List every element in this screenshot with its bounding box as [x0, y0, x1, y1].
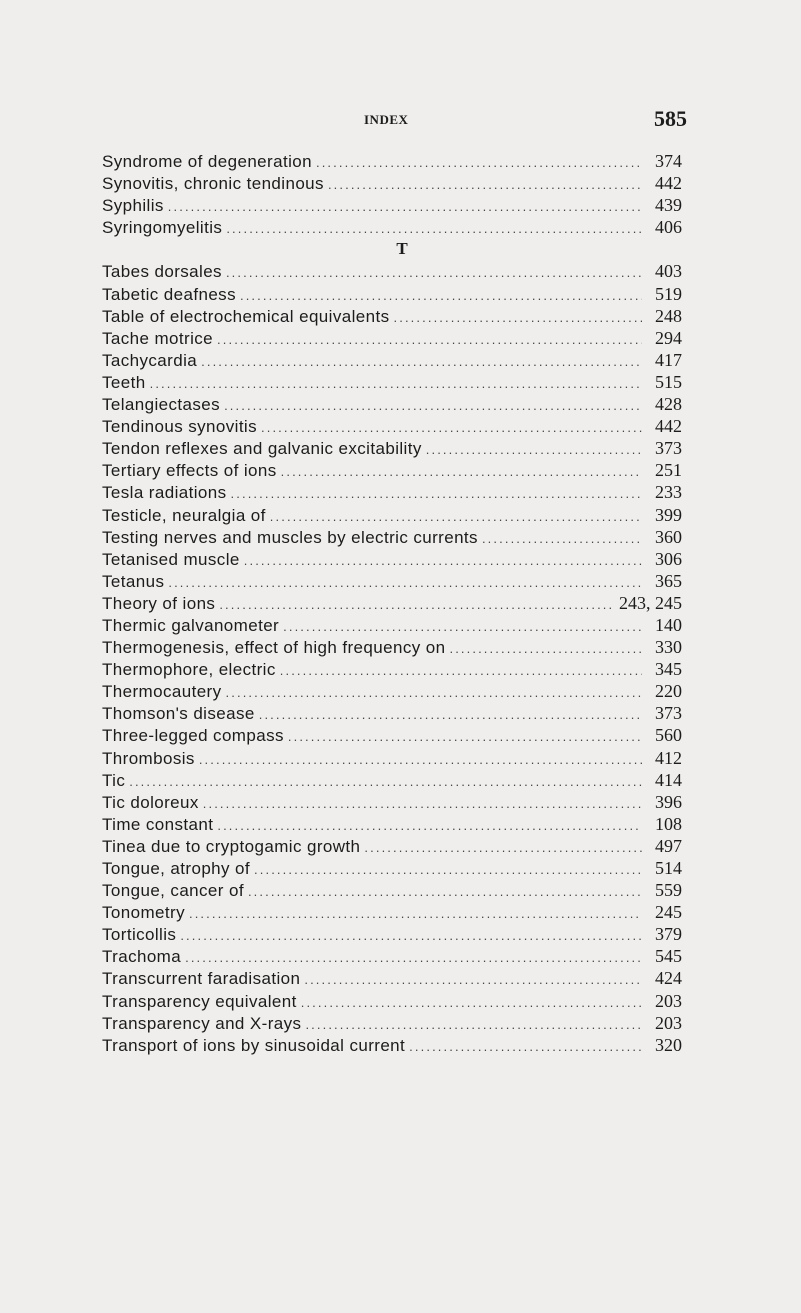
index-entry: [102, 526, 682, 548]
index-term: Telangiectases: [102, 395, 221, 415]
index-entry: [102, 1034, 682, 1056]
dot-leader: [288, 725, 642, 748]
index-page-ref: 345: [655, 659, 682, 680]
page-header: [0, 106, 801, 134]
index-term: Thermogenesis, effect of high frequency on: [102, 638, 446, 658]
index-term: Thomson's disease: [102, 704, 255, 724]
index-term: Thermic galvanometer: [102, 615, 280, 635]
index-term: Tache motrice: [102, 328, 214, 348]
dot-leader: [394, 306, 643, 329]
index-page-ref: 519: [655, 283, 682, 304]
index-term: Synovitis, chronic tendinous: [102, 174, 324, 194]
index-entry: [102, 702, 682, 724]
index-page-ref: 424: [655, 968, 682, 989]
dot-leader: [305, 1013, 642, 1036]
dot-leader: [244, 549, 642, 572]
dot-leader: [280, 659, 642, 682]
index-entry: [102, 260, 682, 282]
index-page-ref: 406: [655, 217, 682, 238]
index-entry: [102, 724, 682, 746]
index-entry: [102, 548, 682, 570]
index-page-ref: 330: [655, 637, 682, 658]
dot-leader: [217, 328, 642, 351]
index-entry: [102, 172, 682, 194]
index-term: Transparency equivalent: [102, 991, 297, 1011]
index-page-ref: 248: [655, 305, 682, 326]
index-term: Syndrome of degeneration: [102, 152, 312, 171]
index-entry: [102, 614, 682, 636]
index-term: Tendon reflexes and galvanic excitability: [102, 439, 422, 459]
index-page-ref: 365: [655, 570, 682, 591]
index-entry: [102, 305, 682, 327]
dot-leader: [328, 173, 642, 196]
index-term: Teeth: [102, 372, 146, 392]
dot-leader: [219, 593, 615, 616]
index-term: Tetanus: [102, 571, 165, 591]
index-page-ref: 306: [655, 548, 682, 569]
index-term: Thrombosis: [102, 748, 195, 768]
index-page-ref: 373: [655, 703, 682, 724]
dot-leader: [203, 792, 642, 815]
index-entry: [102, 680, 682, 702]
index-page-ref: 497: [655, 835, 682, 856]
index-entry: [102, 349, 682, 371]
index-page-ref: 320: [655, 1034, 682, 1055]
index-page-ref: 515: [655, 371, 682, 392]
index-page-ref: 399: [655, 504, 682, 525]
index-term: Syphilis: [102, 196, 164, 216]
index-entry: [102, 1012, 682, 1034]
dot-leader: [301, 991, 642, 1014]
dot-leader: [201, 350, 642, 373]
index-page-ref: 514: [655, 858, 682, 878]
index-page-ref: 442: [655, 416, 682, 437]
index-page-ref: 233: [655, 482, 682, 503]
index-entry: [102, 371, 682, 393]
index-entry: [102, 901, 682, 923]
index-entry: [102, 879, 682, 901]
dot-leader: [281, 460, 642, 483]
dot-leader: [224, 394, 642, 417]
index-entry: [102, 459, 682, 481]
index-page-ref: 251: [655, 460, 682, 481]
index-term: Time constant: [102, 814, 214, 834]
index-page-ref: 245: [655, 902, 682, 923]
index-term: Transcurrent faradisation: [102, 969, 301, 989]
dot-leader: [185, 946, 642, 969]
index-entry: [102, 923, 682, 945]
dot-leader: [240, 284, 642, 307]
index-entry: [102, 393, 682, 415]
index-entry: [102, 481, 682, 503]
dot-leader: [426, 438, 642, 461]
dot-leader: [259, 703, 642, 726]
index-term: Torticollis: [102, 925, 177, 945]
index-page-ref: 140: [655, 614, 682, 635]
index-page-ref: 203: [655, 1012, 682, 1033]
index-page-ref: 373: [655, 438, 682, 459]
dot-leader: [217, 814, 642, 837]
index-page-ref: 417: [655, 349, 682, 370]
dot-leader: [231, 482, 642, 505]
index-entry: [102, 327, 682, 349]
index-page-ref: 560: [655, 725, 682, 746]
index-entry: [102, 835, 682, 857]
dot-leader: [168, 195, 642, 218]
index-page-ref: 414: [655, 769, 682, 790]
index-page-ref: 439: [655, 195, 682, 216]
index-list: [102, 150, 682, 1056]
index-page-ref: 379: [655, 924, 682, 945]
dot-leader: [150, 372, 642, 395]
index-term: Three-legged compass: [102, 726, 284, 746]
index-entry: [102, 194, 682, 216]
dot-leader: [248, 880, 642, 903]
index-entry: [102, 967, 682, 989]
index-page-ref: 294: [655, 327, 682, 348]
dot-leader: [254, 858, 642, 881]
index-term: Trachoma: [102, 947, 182, 967]
dot-leader: [189, 902, 642, 925]
index-page-ref: 374: [655, 151, 682, 171]
index-entry: [102, 658, 682, 680]
index-entry: [102, 769, 682, 791]
index-entry: [102, 415, 682, 437]
dot-leader: [226, 217, 642, 240]
index-entry: [102, 592, 682, 614]
index-term: Transparency and X-rays: [102, 1013, 302, 1033]
dot-leader: [168, 571, 642, 594]
dot-leader: [283, 615, 642, 638]
index-entry: [102, 791, 682, 813]
dot-leader: [180, 924, 642, 947]
dot-leader: [199, 748, 642, 771]
index-page-ref: 545: [655, 946, 682, 967]
index-entry: [102, 150, 682, 172]
index-page-ref: 428: [655, 394, 682, 415]
index-term: Tongue, cancer of: [102, 881, 244, 901]
index-term: Tic: [102, 770, 126, 790]
dot-leader: [270, 505, 642, 528]
index-term: Tinea due to cryptogamic growth: [102, 836, 361, 856]
index-term: Tertiary effects of ions: [102, 461, 277, 481]
index-term: Theory of ions: [102, 593, 216, 613]
index-term: Testing nerves and muscles by electric currents: [102, 527, 478, 547]
index-page-ref: 360: [655, 526, 682, 547]
dot-leader: [482, 527, 642, 550]
running-title: INDEX: [364, 112, 409, 127]
dot-leader: [261, 416, 642, 439]
index-term: Tesla radiations: [102, 483, 227, 503]
dot-leader: [409, 1035, 642, 1058]
index-page-ref: 108: [655, 813, 682, 834]
index-entry: [102, 504, 682, 526]
section-letter: T: [396, 239, 408, 259]
index-term: Transport of ions by sinusoidal current: [102, 1035, 406, 1055]
index-page-ref: 220: [655, 681, 682, 702]
index-entry: [102, 283, 682, 305]
index-entry: [102, 570, 682, 592]
index-entry: [102, 216, 682, 238]
index-term: Syringomyelitis: [102, 218, 223, 238]
index-term: Thermocautery: [102, 682, 222, 702]
index-term: Tongue, atrophy of: [102, 859, 251, 878]
dot-leader: [316, 151, 642, 174]
index-page-ref: 403: [655, 261, 682, 282]
index-term: Tabetic deafness: [102, 284, 236, 304]
index-page-ref: 442: [655, 173, 682, 194]
index-term: Tonometry: [102, 903, 185, 923]
dot-leader: [226, 681, 642, 704]
index-term: Tetanised muscle: [102, 549, 240, 569]
index-entry: [102, 990, 682, 1012]
index-page-ref: 412: [655, 747, 682, 768]
index-entry: [102, 945, 682, 967]
index-term: Thermophore, electric: [102, 660, 276, 680]
index-term: Tendinous synovitis: [102, 417, 258, 437]
index-page-ref: 243, 245: [619, 592, 682, 613]
dot-leader: [129, 770, 642, 793]
index-term: Table of electrochemical equivalents: [102, 306, 390, 326]
page-number: 585: [654, 106, 687, 131]
dot-leader: [226, 261, 642, 284]
index-entry: [102, 857, 682, 879]
index-page-ref: 396: [655, 791, 682, 812]
index-term: Tic doloreux: [102, 792, 199, 812]
dot-leader: [304, 968, 642, 991]
index-term: Tabes dorsales: [102, 262, 222, 282]
index-entry: [102, 437, 682, 459]
dot-leader: [449, 637, 642, 660]
index-page-ref: 559: [655, 880, 682, 901]
dot-leader: [364, 836, 642, 859]
index-entry: [102, 813, 682, 835]
index-entry: [102, 636, 682, 658]
index-term: Testicle, neuralgia of: [102, 505, 266, 525]
index-entry: [102, 747, 682, 769]
index-page-ref: 203: [655, 990, 682, 1011]
index-term: Tachycardia: [102, 350, 198, 370]
